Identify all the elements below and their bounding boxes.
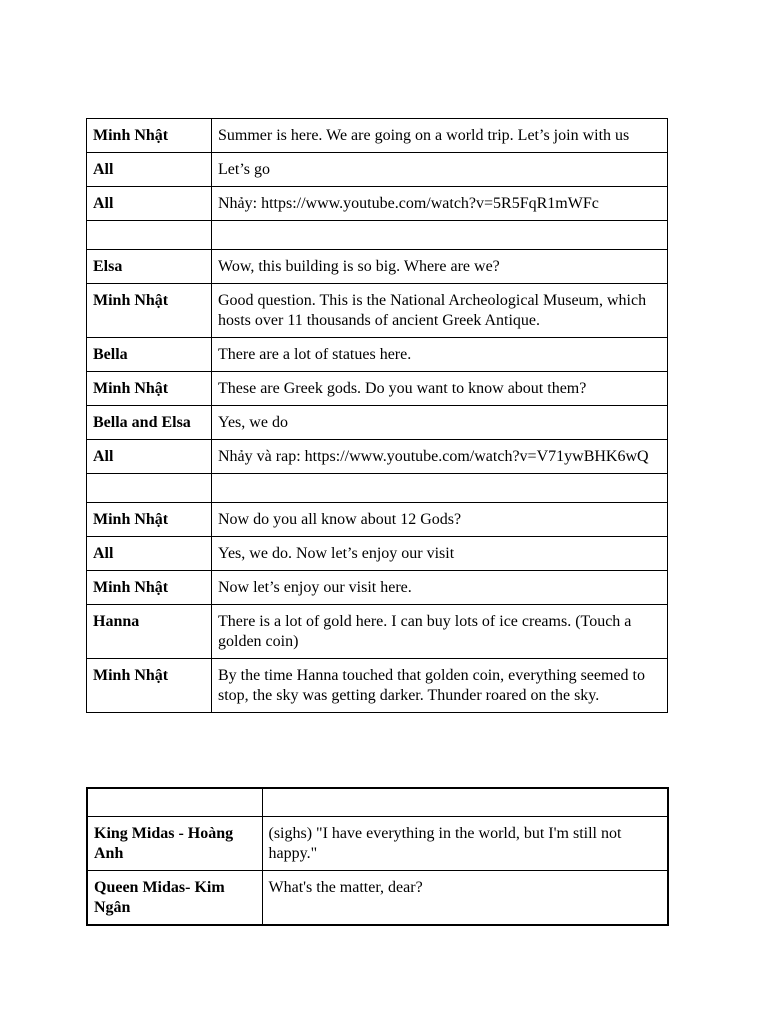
speaker-cell: Minh Nhật xyxy=(87,284,212,338)
speaker-cell: Minh Nhật xyxy=(87,119,212,153)
script-table-1 xyxy=(86,118,668,713)
dialogue-cell: Now do you all know about 12 Gods? xyxy=(212,503,668,537)
table-row xyxy=(87,659,668,713)
speaker-cell: All xyxy=(87,153,212,187)
speaker-cell: Bella and Elsa xyxy=(87,406,212,440)
table-row xyxy=(87,817,668,871)
dialogue-cell: There are a lot of statues here. xyxy=(212,338,668,372)
dialogue-cell: By the time Hanna touched that golden coin, everything seemed to stop, the sky was getting darker. Thunder roared on the sky. xyxy=(212,659,668,713)
speaker-cell: All xyxy=(87,187,212,221)
dialogue-cell: Nhảy: https://www.youtube.com/watch?v=5R5FqR1mWFc xyxy=(212,187,668,221)
script-table-2 xyxy=(86,787,669,926)
speaker-cell: Minh Nhật xyxy=(87,372,212,406)
table-row xyxy=(87,503,668,537)
speaker-cell: Minh Nhật xyxy=(87,659,212,713)
table-row xyxy=(87,187,668,221)
table-row xyxy=(87,153,668,187)
table-row xyxy=(87,338,668,372)
dialogue-cell xyxy=(212,474,668,503)
table-row xyxy=(87,250,668,284)
dialogue-cell: Good question. This is the National Archeological Museum, which hosts over 11 thousands of ancient Greek Antique. xyxy=(212,284,668,338)
speaker-cell: Hanna xyxy=(87,605,212,659)
dialogue-cell: Yes, we do xyxy=(212,406,668,440)
table-row xyxy=(87,440,668,474)
dialogue-cell: Yes, we do. Now let’s enjoy our visit xyxy=(212,537,668,571)
table-row-empty xyxy=(87,474,668,503)
dialogue-cell: Nhảy và rap: https://www.youtube.com/watch?v=V71ywBHK6wQ xyxy=(212,440,668,474)
table-row xyxy=(87,372,668,406)
dialogue-cell: Wow, this building is so big. Where are we? xyxy=(212,250,668,284)
table-row xyxy=(87,284,668,338)
speaker-cell: All xyxy=(87,537,212,571)
table-row xyxy=(87,119,668,153)
dialogue-cell: These are Greek gods. Do you want to know about them? xyxy=(212,372,668,406)
speaker-cell xyxy=(87,788,262,817)
dialogue-cell xyxy=(212,221,668,250)
table-row xyxy=(87,406,668,440)
table-row xyxy=(87,537,668,571)
table-row xyxy=(87,605,668,659)
speaker-cell: Bella xyxy=(87,338,212,372)
dialogue-cell: What's the matter, dear? xyxy=(262,871,668,926)
speaker-cell: Minh Nhật xyxy=(87,503,212,537)
dialogue-cell: Now let’s enjoy our visit here. xyxy=(212,571,668,605)
dialogue-cell xyxy=(262,788,668,817)
table-row xyxy=(87,571,668,605)
speaker-cell: Elsa xyxy=(87,250,212,284)
speaker-cell xyxy=(87,474,212,503)
table-row-empty xyxy=(87,788,668,817)
table-row xyxy=(87,871,668,926)
table-row-empty xyxy=(87,221,668,250)
dialogue-cell: (sighs) "I have everything in the world, but I'm still not happy." xyxy=(262,817,668,871)
dialogue-cell: Let’s go xyxy=(212,153,668,187)
speaker-cell: Queen Midas- Kim Ngân xyxy=(87,871,262,926)
speaker-cell: Minh Nhật xyxy=(87,571,212,605)
speaker-cell xyxy=(87,221,212,250)
speaker-cell: King Midas - Hoàng Anh xyxy=(87,817,262,871)
dialogue-cell: Summer is here. We are going on a world trip. Let’s join with us xyxy=(212,119,668,153)
dialogue-cell: There is a lot of gold here. I can buy lots of ice creams. (Touch a golden coin) xyxy=(212,605,668,659)
speaker-cell: All xyxy=(87,440,212,474)
